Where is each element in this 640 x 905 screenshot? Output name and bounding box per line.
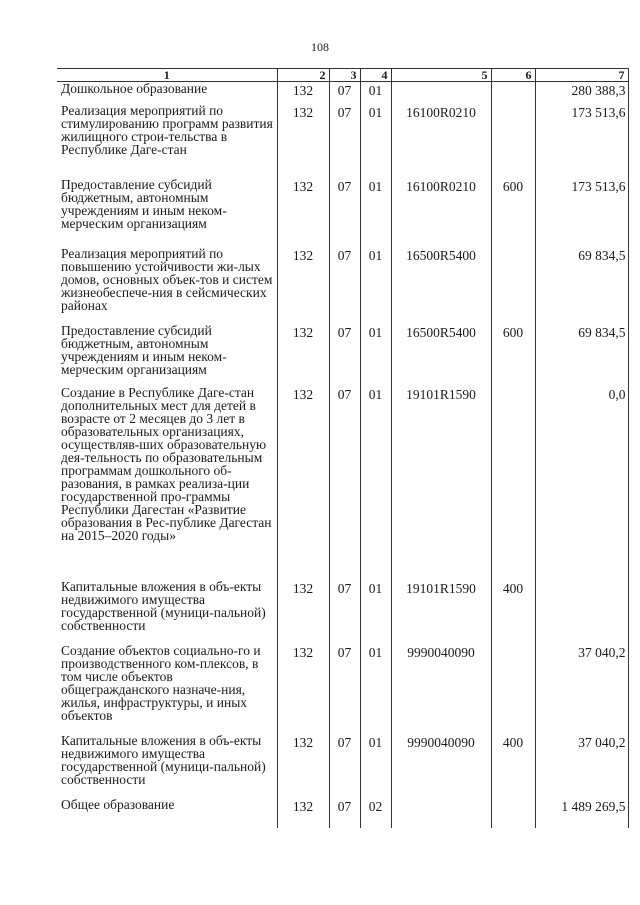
row-name: Дошкольное образование <box>57 82 277 104</box>
expense-type-code <box>491 82 535 104</box>
ministry-code: 132 <box>277 247 329 324</box>
amount: 37 040,2 <box>535 734 628 798</box>
section-code: 07 <box>329 386 360 580</box>
column-header-2: 2 <box>277 69 329 82</box>
ministry-code: 132 <box>277 178 329 247</box>
row-name: Капитальные вложения в объ-екты недвижимого имущества государственной (муници-пальной) собственности <box>57 580 277 644</box>
expense-type-code: 400 <box>491 580 535 644</box>
row-name: Реализация мероприятий по стимулированию программ развития жилищного строи-тельства в Республике Даге-стан <box>57 104 277 178</box>
subsection-code: 01 <box>360 324 391 386</box>
expense-type-code: 600 <box>491 324 535 386</box>
subsection-code: 01 <box>360 247 391 324</box>
section-code: 07 <box>329 82 360 104</box>
row-name: Капитальные вложения в объ-екты недвижимого имущества государственной (муници-пальной) собственности <box>57 734 277 798</box>
section-code: 07 <box>329 247 360 324</box>
row-name: Предоставление субсидий бюджетным, автономным учреждениям и иным неком-мерческим организациям <box>57 178 277 247</box>
expense-type-code <box>491 247 535 324</box>
row-name: Реализация мероприятий по повышению устойчивости жи-лых домов, основных объек-тов и систем жизнеобеспече-ния в сейсмических районах <box>57 247 277 324</box>
amount: 173 513,6 <box>535 178 628 247</box>
subsection-code: 01 <box>360 644 391 734</box>
section-code: 07 <box>329 104 360 178</box>
section-code: 07 <box>329 644 360 734</box>
column-header-3: 3 <box>329 69 360 82</box>
expense-type-code <box>491 386 535 580</box>
column-header-1: 1 <box>57 69 277 82</box>
ministry-code: 132 <box>277 324 329 386</box>
table-row <box>57 798 628 828</box>
row-name: Предоставление субсидий бюджетным, автономным учреждениям и иным неком-мерческим организациям <box>57 324 277 386</box>
table-row <box>57 734 628 798</box>
ministry-code: 132 <box>277 386 329 580</box>
table-row <box>57 324 628 386</box>
target-article-code: 16500R5400 <box>391 247 491 324</box>
amount: 173 513,6 <box>535 104 628 178</box>
subsection-code: 01 <box>360 386 391 580</box>
budget-table <box>57 68 629 828</box>
section-code: 07 <box>329 178 360 247</box>
expense-type-code: 400 <box>491 734 535 798</box>
header-row <box>57 69 628 82</box>
target-article-code <box>391 798 491 828</box>
target-article-code: 19101R1590 <box>391 580 491 644</box>
table-row <box>57 247 628 324</box>
ministry-code: 132 <box>277 644 329 734</box>
ministry-code: 132 <box>277 798 329 828</box>
page-number: 108 <box>311 40 329 54</box>
ministry-code: 132 <box>277 82 329 104</box>
row-name: Создание в Республике Даге-стан дополнительных мест для детей в возрасте от 2 месяцев до 3 лет в образовательных организациях, осуществляв-ших образовательную дея-тельность по образовательным программам дошкольного об-разования, в рамках реализа-ции государственной про-граммы Республики Дагестан «Развитие образования в Рес-публике Дагестан на 2015–2020 годы» <box>57 386 277 580</box>
target-article-code: 19101R1590 <box>391 386 491 580</box>
section-code: 07 <box>329 324 360 386</box>
section-code: 07 <box>329 580 360 644</box>
column-header-5: 5 <box>391 69 491 82</box>
subsection-code: 01 <box>360 734 391 798</box>
subsection-code: 02 <box>360 798 391 828</box>
expense-type-code: 600 <box>491 178 535 247</box>
table-row <box>57 104 628 178</box>
column-header-6: 6 <box>491 69 535 82</box>
target-article-code: 9990040090 <box>391 734 491 798</box>
table-row <box>57 644 628 734</box>
expense-type-code <box>491 104 535 178</box>
subsection-code: 01 <box>360 178 391 247</box>
subsection-code: 01 <box>360 82 391 104</box>
row-name: Создание объектов социально-го и производственного ком-плексов, в том числе объектов общегражданского назначе-ния, жилья, инфраструктуры, и иных объектов <box>57 644 277 734</box>
column-header-7: 7 <box>535 69 628 82</box>
table-row <box>57 580 628 644</box>
subsection-code: 01 <box>360 104 391 178</box>
table-row <box>57 386 628 580</box>
section-code: 07 <box>329 798 360 828</box>
target-article-code: 16500R5400 <box>391 324 491 386</box>
section-code: 07 <box>329 734 360 798</box>
column-header-4: 4 <box>360 69 391 82</box>
ministry-code: 132 <box>277 104 329 178</box>
target-article-code: 16100R0210 <box>391 178 491 247</box>
expense-type-code <box>491 644 535 734</box>
amount: 0,0 <box>535 386 628 580</box>
expense-type-code <box>491 798 535 828</box>
target-article-code: 16100R0210 <box>391 104 491 178</box>
ministry-code: 132 <box>277 734 329 798</box>
ministry-code: 132 <box>277 580 329 644</box>
subsection-code: 01 <box>360 580 391 644</box>
amount: 69 834,5 <box>535 247 628 324</box>
table-row <box>57 82 628 104</box>
amount: 1 489 269,5 <box>535 798 628 828</box>
amount: 37 040,2 <box>535 644 628 734</box>
target-article-code: 9990040090 <box>391 644 491 734</box>
target-article-code <box>391 82 491 104</box>
amount: 69 834,5 <box>535 324 628 386</box>
amount: 280 388,3 <box>535 82 628 104</box>
row-name: Общее образование <box>57 798 277 828</box>
amount <box>535 580 628 644</box>
table-row <box>57 178 628 247</box>
